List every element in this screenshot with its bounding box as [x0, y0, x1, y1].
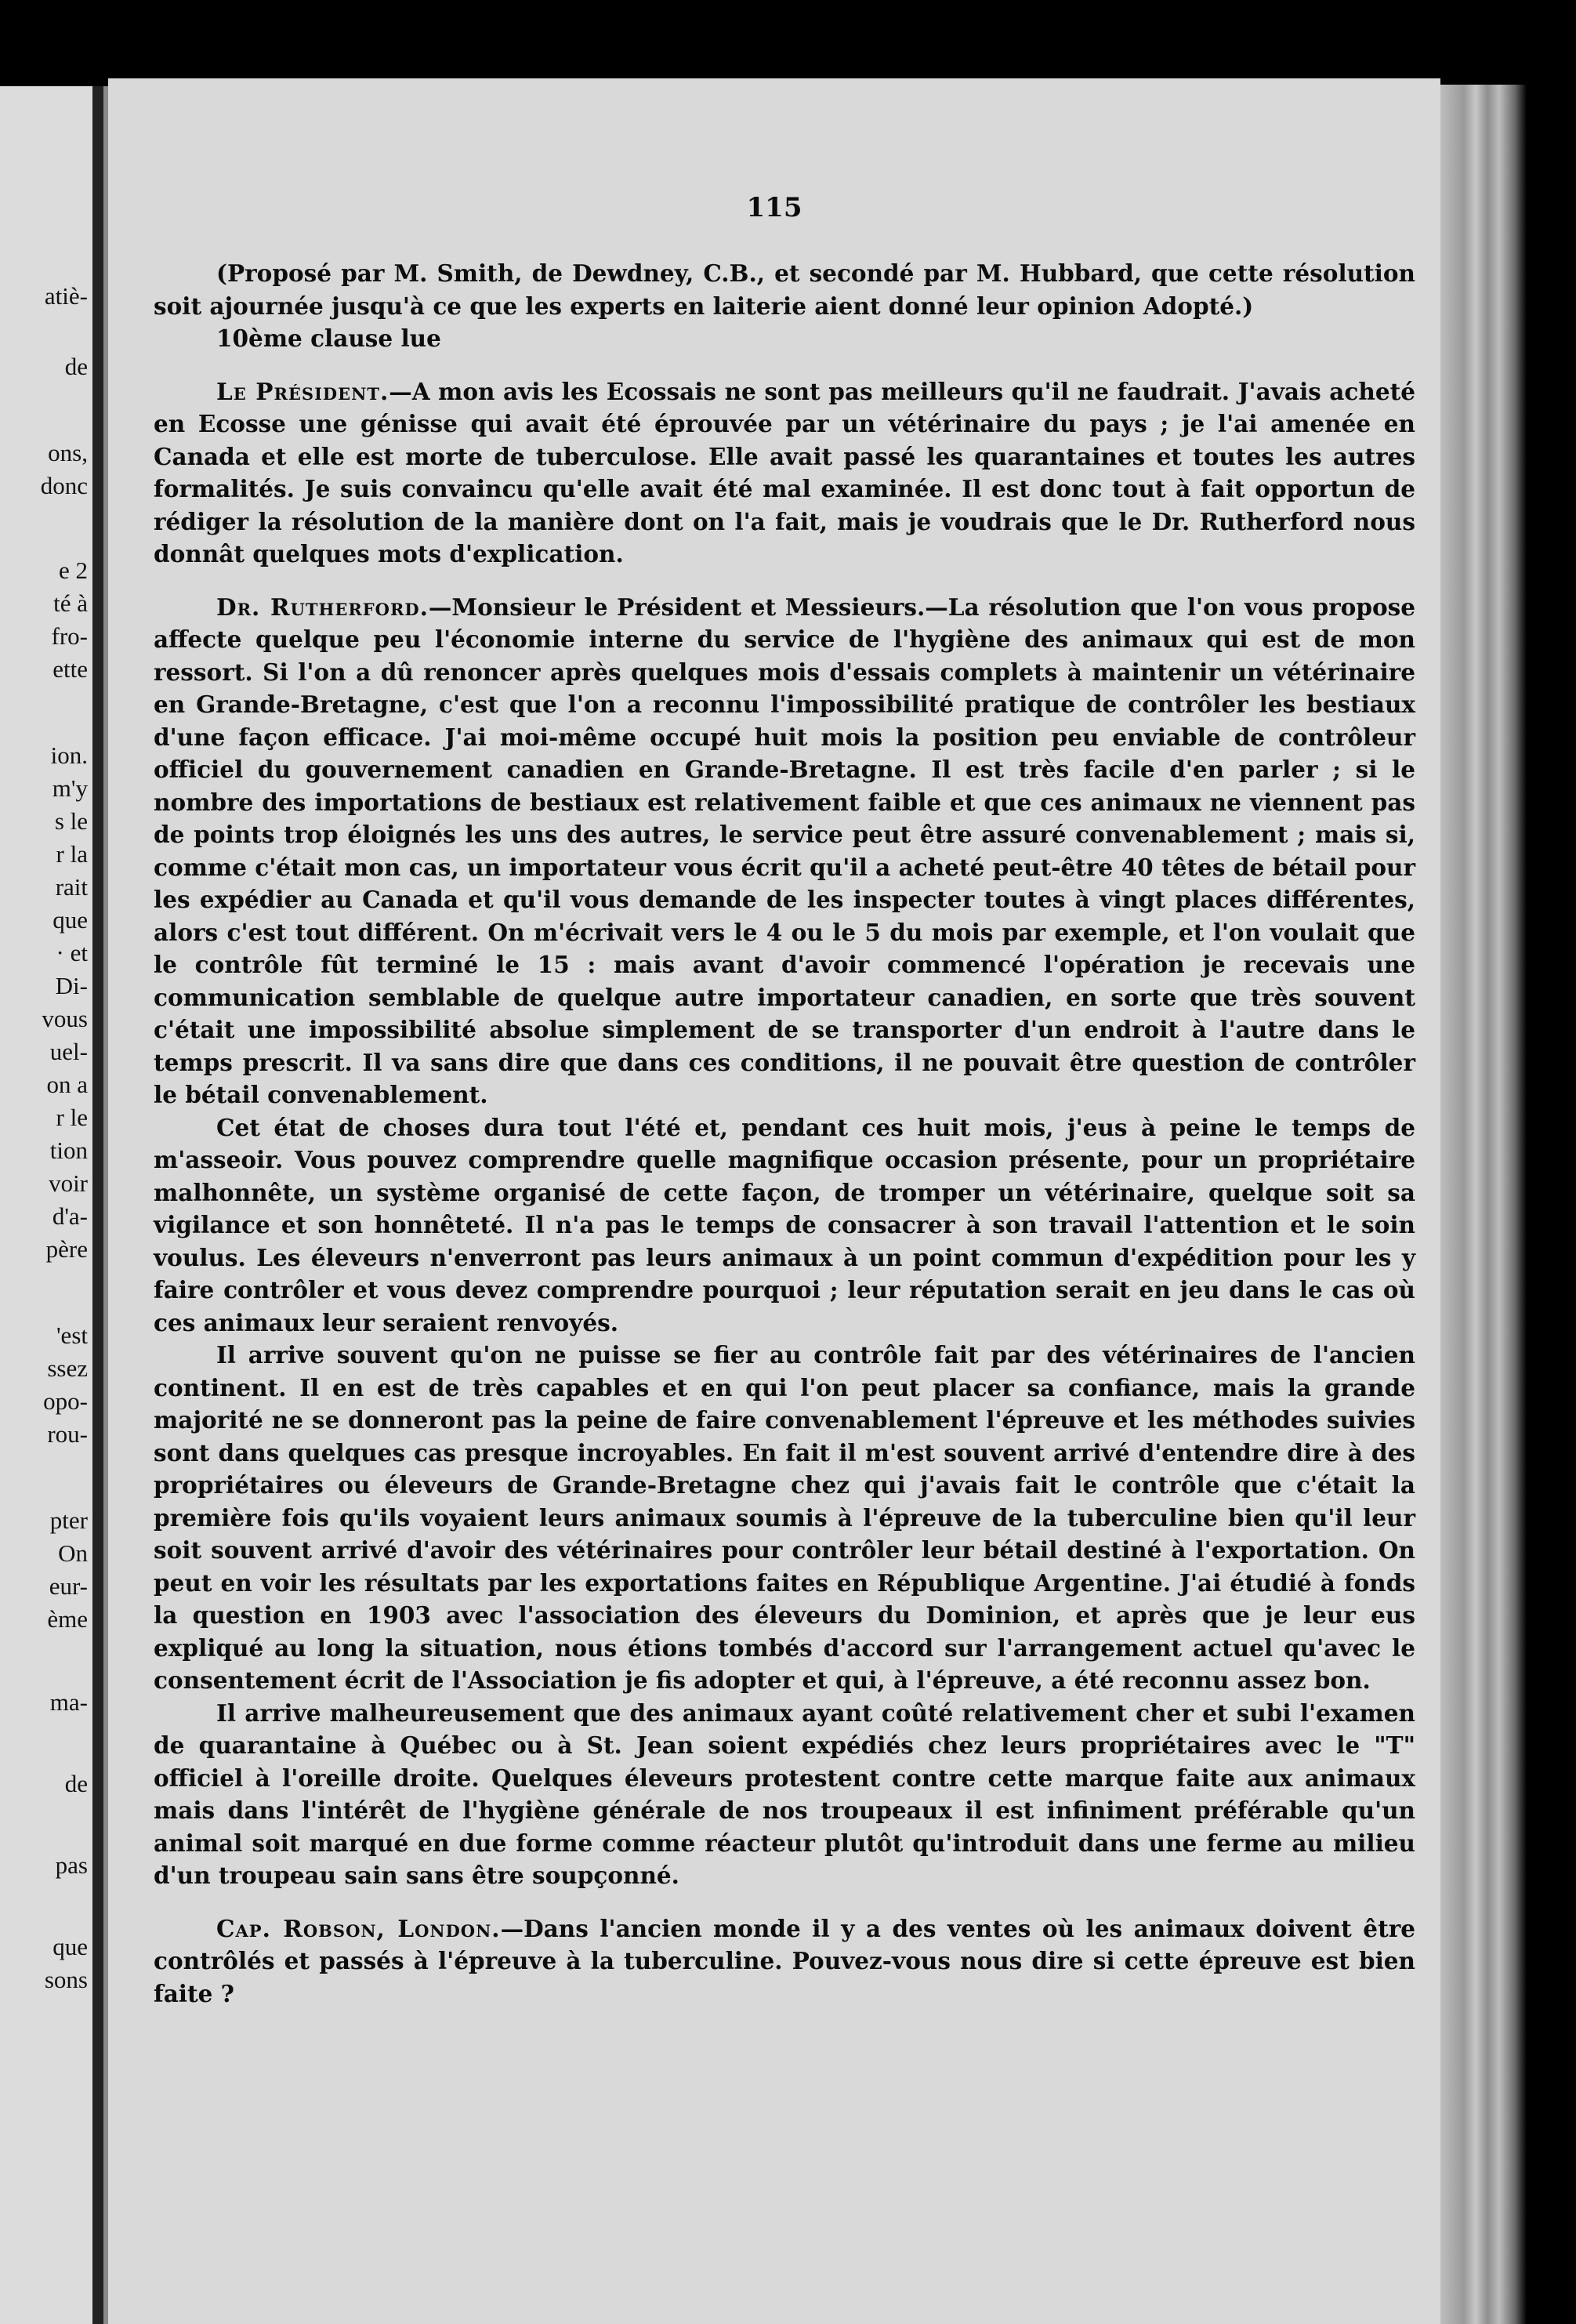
margin-word: que — [53, 1933, 88, 1960]
margin-word: ssez — [47, 1354, 88, 1382]
margin-word: voir — [49, 1169, 88, 1197]
speaker-name: Le Président. — [216, 377, 389, 405]
document-page — [108, 78, 1440, 2324]
paragraph-motion — [154, 257, 1415, 322]
speaker-name: Dr. Rutherford. — [216, 593, 429, 621]
margin-word: vous — [42, 1005, 88, 1032]
margin-word: m'y — [52, 774, 88, 802]
margin-word: tion — [49, 1137, 88, 1164]
margin-word: ma- — [49, 1688, 88, 1716]
paragraph-robson — [154, 1912, 1415, 2010]
margin-word: ons, — [48, 439, 88, 466]
paragraph-souvent — [154, 1339, 1415, 1697]
margin-word: père — [45, 1235, 88, 1263]
paragraph-text: Cet état de choses dura tout l'été et, pendant ces huit mois, j'eus à peine le temps de m'asseoir. Vous pouvez comprendre quelle magnifique occasion présente, pour un propriétaire malhonnête, un système organisé de cette façon, de tromper un vétérinaire, quelque soit sa vigilance et son honnêteté. Il n'a pas le temps de consacrer à son travail l'attention et le soin voulus. Les éleveurs n'enverront pas leurs animaux à un point commun d'expédition pour les y faire contrôler et vous devez comprendre pourquoi ; leur réputation serait en jeu dans le cas où ces animaux leur seraient renvoyés. — [154, 1113, 1415, 1336]
speaker-name: Cap. Robson, London. — [216, 1914, 501, 1942]
margin-word: d'a- — [52, 1202, 88, 1230]
margin-word: donc — [40, 472, 88, 499]
paragraph-text: Il arrive malheureusement que des animaux ayant coûté relativement cher et subi l'examen de quarantaine à Québec ou à St. Jean soient expédiés chez leurs propriétaires avec le "T" officiel à l'oreille droite. Quelques éleveurs protestent contre cette marque faite aux animaux mais dans l'intérêt de l'hygiène générale de nos troupeaux il est infiniment préférable qu'un animal soit marqué en due forme comme réacteur plutôt qu'introduit dans une ferme au milieu d'un troupeau sain sans être soupçonné. — [154, 1699, 1415, 1889]
margin-word: on a — [46, 1071, 88, 1098]
margin-word: de — [64, 1770, 88, 1797]
paragraph-text: 10ème clause lue — [216, 324, 441, 352]
paragraph-etat — [154, 1111, 1415, 1340]
margin-word: de — [64, 353, 88, 380]
paragraph-rutherford — [154, 591, 1415, 1111]
margin-word: ette — [53, 655, 88, 683]
margin-word: uel- — [49, 1038, 88, 1065]
margin-word: opo- — [43, 1387, 88, 1415]
paragraph-clause — [154, 322, 1415, 355]
margin-word: fro- — [51, 622, 88, 650]
margin-word: pter — [49, 1506, 88, 1534]
margin-word: té à — [53, 589, 88, 617]
margin-word: · et — [56, 939, 88, 966]
page-number: 115 — [746, 192, 802, 223]
paragraph-text: —A mon avis les Ecossais ne sont pas meilleurs qu'il ne faudrait. J'avais acheté en Ecosse une génisse qui avait été éprouvée par un vétérinaire du pays ; je l'ai amenée en Canada et elle est morte de tuberculose. Elle avait passé les quarantaines et toutes les autres formalités. Je suis convaincu qu'elle avait été mal examinée. Il est donc tout à fait opportun de rédiger la résolution de la manière dont on l'a fait, mais je voudrais que le Dr. Rutherford nous donnât quelques mots d'explication. — [154, 377, 1415, 567]
book-gutter — [92, 86, 103, 2324]
margin-word: On — [58, 1539, 88, 1567]
paragraph-text: —Dans l'ancien monde il y a des ventes où les animaux doivent être contrôlés et passés à l'épreuve à la tuberculine. Pouvez-vous nous dire si cette épreuve est bien faite ? — [154, 1914, 1416, 2007]
margin-word: ion. — [50, 741, 88, 769]
margin-word: pas — [55, 1851, 88, 1879]
margin-word: r le — [56, 1104, 88, 1131]
paragraph-president — [154, 375, 1415, 571]
facing-page-fragment — [0, 86, 92, 2324]
margin-word: r la — [56, 840, 88, 868]
margin-word: rou- — [47, 1420, 88, 1448]
margin-word: ème — [47, 1605, 88, 1633]
paragraph-text: Il arrive souvent qu'on ne puisse se fier au contrôle fait par des vétérinaires de l'ancien continent. Il en est de très capables et en qui l'on peut placer sa confiance, mais la grande majorité ne se donneront pas la peine de faire convenablement l'épreuve et les méthodes suivies sont dans quelques cas presque incroyables. En fait il m'est souvent arrivé d'entendre dire à des propriétaires ou éleveurs de Grande-Bretagne chez qui j'avais fait le contrôle que c'était la première fois qu'ils voyaient leurs animaux soumis à l'épreuve de la tuberculine bien qu'il leur soit souvent arrivé d'avoir des vétérinaires pour contrôler leur bétail destiné à l'exportation. On peut en voir les résultats par les exportations faites en République Argentine. J'ai étudié à fonds la question en 1903 avec l'association des éleveurs du Dominion, et après que je leur eus expliqué au long la situation, nous étions tombés d'accord sur l'arrangement actuel qu'avec le consentement écrit de l'Association je fis adopter et qui, à l'épreuve, a été reconnu assez bon. — [154, 1341, 1415, 1694]
margin-word: e 2 — [58, 557, 88, 584]
margin-word: s le — [54, 807, 88, 835]
paragraph-text: (Proposé par M. Smith, de Dewdney, C.B., et secondé par M. Hubbard, que cette résolution soit ajournée jusqu'à ce que les experts en laiterie aient donné leur opinion Adopté.) — [154, 259, 1415, 320]
margin-word: rait — [55, 873, 88, 901]
paragraph-malheureusement — [154, 1697, 1415, 1892]
margin-word: sons — [44, 1966, 88, 1993]
margin-word: que — [53, 906, 88, 934]
body-text — [154, 257, 1415, 2010]
margin-word: atiè- — [44, 282, 88, 310]
margin-word: Di- — [55, 972, 88, 999]
paragraph-text: —Monsieur le Président et Messieurs.—La résolution que l'on vous propose affecte quelque peu l'économie interne du service de l'hygiène des animaux qui est de mon ressort. Si l'on a dû renoncer après quelques mois d'essais complets à maintenir un vétérinaire en Grande-Bretagne, c'est que l'on a reconnu l'impossibilité pratique de contrôler les bestiaux d'une façon efficace. J'ai moi-même occupé huit mois la position peu enviable de contrôleur officiel du gouvernement canadien en Grande-Bretagne. Il est très facile d'en parler ; si le nombre des importations de bestiaux est relativement faible et que ces animaux ne viennent pas de points trop éloignés les uns des autres, le service peut être assuré convenablement ; mais si, comme c'était mon cas, un importateur vous écrit qu'il a acheté peut-être 40 têtes de bétail pour les expédier au Canada et qu'il vous demande de les inspecter toutes à vingt places différentes, alors c'est tout différent. On m'écrivait vers le 4 ou le 5 du mois par exemple, et l'on voulait que le contrôle fût terminé le 15 : mais avant d'avoir commencé l'opération je recevais une communication semblable de quelque autre importateur canadien, en sorte que très souvent c'était une impossibilité absolue simplement de se transporter d'un endroit à l'autre dans le temps prescrit. Il va sans dire que dans ces conditions, il ne pouvait être question de contrôler le bétail convenablement. — [154, 593, 1416, 1108]
margin-word: 'est — [56, 1322, 88, 1349]
page-stack-edge — [1440, 85, 1527, 2324]
margin-word: eur- — [49, 1572, 88, 1600]
